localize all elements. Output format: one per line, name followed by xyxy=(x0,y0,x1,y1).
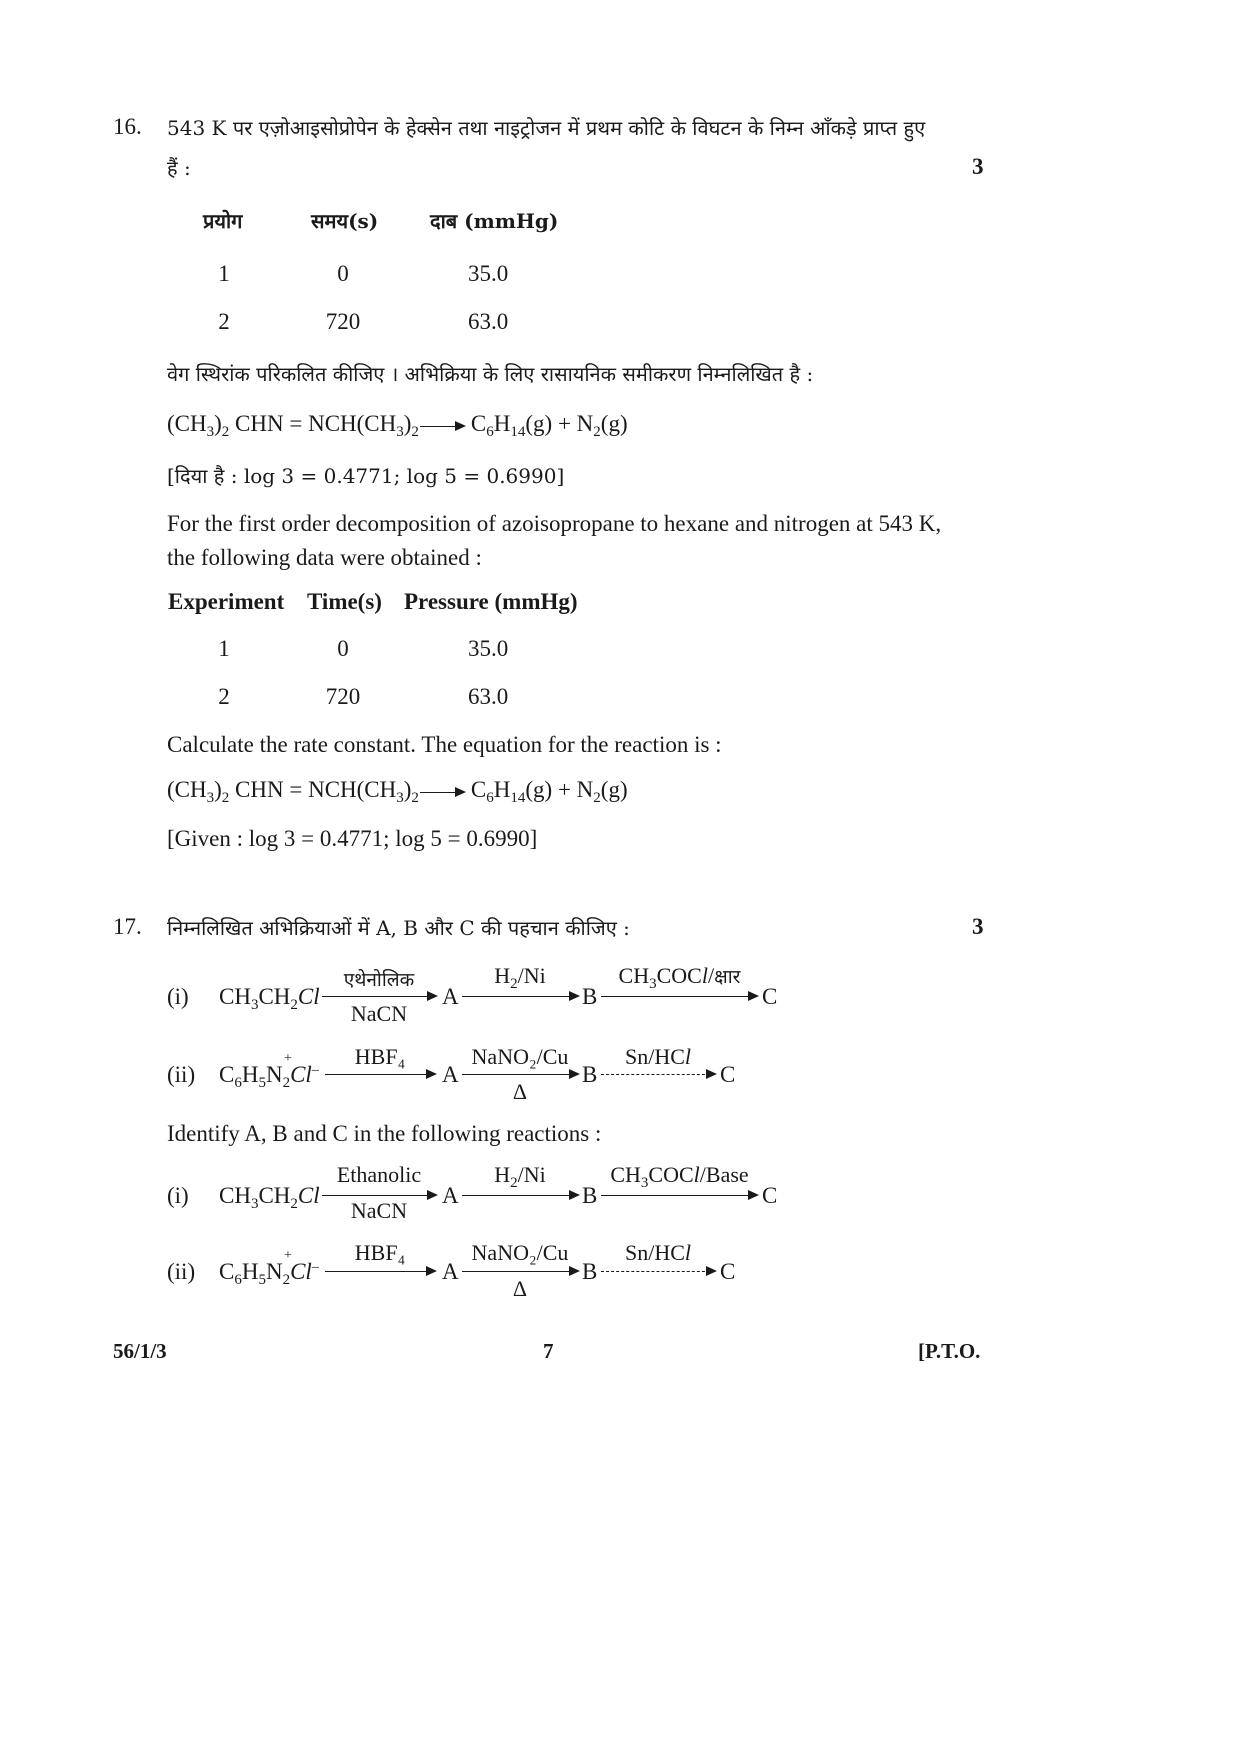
hindi-base-label: क्षार xyxy=(714,966,741,988)
positive-charge-icon: + xyxy=(284,1051,292,1066)
q16-reaction-equation-hindi: $(CH_3)_2$ CHN = $NCH(CH_3)_2$ $C_6H_{14}(g) + N_2(g)$ xyxy=(167,411,628,440)
species-b: B xyxy=(582,984,598,1009)
english-table-cell: 720 xyxy=(325,684,361,709)
q16-english-intro-line2: the following data were obtained : xyxy=(167,545,482,570)
hindi-table-header-experiment: प्रयोग xyxy=(203,209,243,233)
reagent-label-top: HBF₄ xyxy=(354,1044,406,1069)
reagent-label-bottom: NaCN xyxy=(350,1198,408,1223)
reaction-arrow-icon xyxy=(601,1271,715,1272)
hindi-table-cell: 1 xyxy=(218,261,230,286)
english-table-cell: 35.0 xyxy=(468,636,509,661)
english-base-label: Base xyxy=(705,1162,749,1187)
footer-page-number: 7 xyxy=(543,1339,554,1363)
reaction-roman-numeral: (i) xyxy=(167,984,189,1009)
species-c: C xyxy=(720,1259,736,1284)
english-table-cell: 0 xyxy=(337,636,349,661)
reactant-formula: $C_6H_5N_2Cl^-$ xyxy=(219,1259,319,1288)
species-a: A xyxy=(442,984,459,1009)
reaction-arrow-icon xyxy=(462,1271,578,1272)
reagent-label-bottom: Δ xyxy=(512,1079,528,1104)
hindi-table-header-pressure: दाब (mmHg) xyxy=(430,209,559,233)
q17-english-instruction: Identify A, B and C in the following reactions : xyxy=(167,1121,602,1146)
species-c: C xyxy=(762,984,778,1009)
q17-marks: 3 xyxy=(972,914,984,939)
species-c: C xyxy=(720,1062,736,1087)
reaction-arrow-icon xyxy=(322,1195,436,1196)
reaction-roman-numeral: (ii) xyxy=(167,1062,196,1087)
q16-english-given: [Given : log 3 = 0.4771; log 5 = 0.6990] xyxy=(167,826,538,851)
species-a: A xyxy=(442,1183,459,1208)
reaction-roman-numeral: (i) xyxy=(167,1183,189,1208)
reaction-arrow-icon xyxy=(322,996,436,997)
q17-hindi-instruction: निम्नलिखित अभिक्रियाओं में A, B और C की पहचान कीजिए : xyxy=(167,916,630,940)
reaction-arrow-icon xyxy=(601,1074,715,1075)
reactant-formula: $CH_3CH_2Cl$ xyxy=(219,1183,320,1212)
q16-marks: 3 xyxy=(972,154,984,179)
reaction-roman-numeral: (ii) xyxy=(167,1259,196,1284)
reagent-label-top: $CH_3COCl$/Base xyxy=(610,1162,749,1191)
reagent-label-top: $H_2/Ni$ xyxy=(494,1162,546,1191)
reagent-label-top: NaNO₂/Cu xyxy=(471,1044,569,1069)
species-c: C xyxy=(762,1183,778,1208)
reaction-arrow-icon xyxy=(420,426,464,427)
hindi-table-header-time: समय(s) xyxy=(311,209,379,233)
q16-english-instruction: Calculate the rate constant. The equation for the reaction is : xyxy=(167,732,722,757)
hindi-table-cell: 0 xyxy=(337,261,349,286)
english-table-header-experiment: Experiment xyxy=(168,589,285,614)
species-b: B xyxy=(582,1259,598,1284)
reaction-arrow-icon xyxy=(325,1271,435,1272)
q16-hindi-intro-line2: हैं : xyxy=(167,156,191,180)
q16-english-intro-line1: For the first order decomposition of azoisopropane to hexane and nitrogen at 543 K, xyxy=(167,511,942,536)
species-b: B xyxy=(582,1062,598,1087)
hindi-table-cell: 63.0 xyxy=(468,309,509,334)
reaction-arrow-icon xyxy=(601,996,757,997)
reagent-label-top: एथेनोलिक xyxy=(343,969,415,991)
reactant-formula: $CH_3CH_2Cl$ xyxy=(219,984,320,1013)
english-table-header-pressure: Pressure (mmHg) xyxy=(404,589,578,614)
q16-hindi-given: [दिया है : log 3 = 0.4771; log 5 = 0.6990] xyxy=(167,464,565,488)
reagent-label-bottom: NaCN xyxy=(350,1001,408,1026)
reagent-label-top: $H_2/Ni$ xyxy=(494,963,546,992)
q16-hindi-instruction: वेग स्थिरांक परिकलित कीजिए । अभिक्रिया के लिए रासायनिक समीकरण निम्नलिखित है : xyxy=(167,362,814,386)
species-a: A xyxy=(442,1062,459,1087)
english-table-cell: 63.0 xyxy=(468,684,509,709)
reagent-label-top: Sn/HCl xyxy=(624,1240,692,1265)
reagent-label-bottom: Δ xyxy=(512,1276,528,1301)
positive-charge-icon: + xyxy=(284,1248,292,1263)
footer-pto: [P.T.O. xyxy=(918,1339,981,1363)
reaction-arrow-icon xyxy=(325,1074,435,1075)
species-a: A xyxy=(442,1259,459,1284)
hindi-table-cell: 35.0 xyxy=(468,261,509,286)
question-17-number: 17. xyxy=(113,914,142,939)
reagent-label-top: Ethanolic xyxy=(336,1162,422,1187)
q16-hindi-intro-line1: 543 K पर एज़ोआइसोप्रोपेन के हेक्सेन तथा नाइट्रोजन में प्रथम कोटि के विघटन के निम्न आँकड़े प्राप्त हुए xyxy=(167,116,926,140)
reaction-arrow-icon xyxy=(601,1195,757,1196)
reaction-arrow-icon xyxy=(420,792,464,793)
species-b: B xyxy=(582,1183,598,1208)
question-16-number: 16. xyxy=(113,114,142,139)
reagent-label-top: Sn/HCl xyxy=(624,1044,692,1069)
reactant-formula: $C_6H_5N_2Cl^-$ xyxy=(219,1062,319,1091)
q16-reaction-equation-english: $(CH_3)_2$ CHN = $NCH(CH_3)_2$ $C_6H_{14}(g) + N_2(g)$ xyxy=(167,777,628,806)
english-table-header-time: Time(s) xyxy=(307,589,382,614)
hindi-table-cell: 720 xyxy=(325,309,361,334)
reagent-label-top: NaNO₂/Cu xyxy=(471,1240,569,1265)
hindi-table-cell: 2 xyxy=(218,309,230,334)
reaction-arrow-icon xyxy=(462,1195,578,1196)
english-table-cell: 2 xyxy=(218,684,230,709)
reagent-label-top: $CH_3COCl/क्षार$ xyxy=(618,963,741,992)
footer-paper-code: 56/1/3 xyxy=(113,1339,167,1363)
english-table-cell: 1 xyxy=(218,636,230,661)
reagent-label-top: HBF₄ xyxy=(354,1240,406,1265)
reaction-arrow-icon xyxy=(462,996,578,997)
reaction-arrow-icon xyxy=(462,1074,578,1075)
